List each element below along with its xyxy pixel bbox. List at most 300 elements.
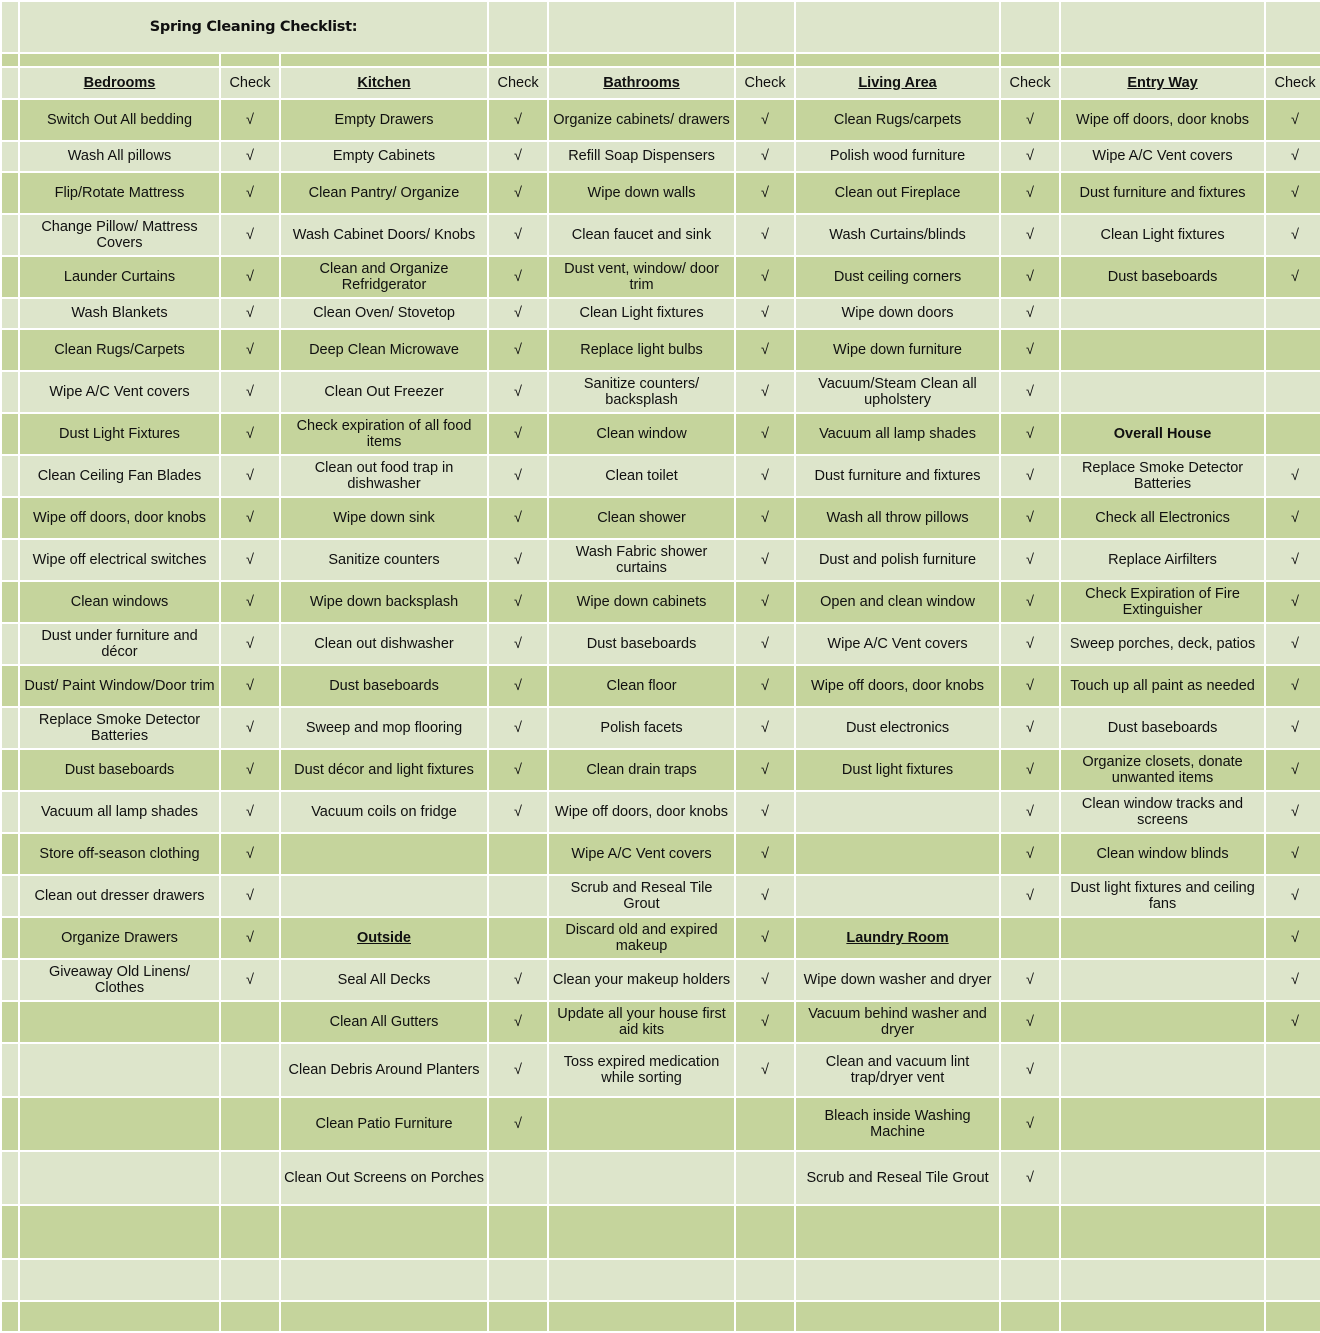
row-gutter: [2, 142, 18, 171]
task-cell-kitchen[interactable]: Vacuum coils on fridge: [281, 792, 487, 832]
check-mark-cell-entry-way[interactable]: √: [1266, 708, 1320, 748]
check-mark-cell-living-area[interactable]: √: [1001, 960, 1059, 1000]
row-gutter: [2, 750, 18, 790]
check-mark-cell-bedrooms[interactable]: √: [221, 498, 279, 538]
title-row: [2, 2, 1320, 52]
check-mark-cell-bedrooms[interactable]: √: [221, 299, 279, 328]
task-cell-living-area[interactable]: Wipe A/C Vent covers: [796, 624, 999, 664]
check-header-bedrooms: Check: [221, 68, 279, 98]
task-cell-kitchen[interactable]: Empty Drawers: [281, 100, 487, 140]
table-row: [2, 414, 1320, 454]
task-cell-bathrooms[interactable]: Replace light bulbs: [549, 330, 734, 370]
task-cell-bathrooms[interactable]: Clean faucet and sink: [549, 215, 734, 255]
task-cell-entry-way[interactable]: Clean window blinds: [1061, 834, 1264, 874]
task-cell-living-area[interactable]: Wash all throw pillows: [796, 498, 999, 538]
task-cell-living-area[interactable]: Vacuum all lamp shades: [796, 414, 999, 454]
check-mark-cell-living-area[interactable]: √: [1001, 1002, 1059, 1042]
check-mark-cell-kitchen[interactable]: √: [489, 215, 547, 255]
task-cell-bathrooms[interactable]: Dust vent, window/ door trim: [549, 257, 734, 297]
table-row: [2, 1044, 1320, 1096]
check-mark-cell-kitchen[interactable]: √: [489, 299, 547, 328]
row-gutter: [2, 666, 18, 706]
task-cell-bedrooms[interactable]: Replace Smoke Detector Batteries: [20, 708, 219, 748]
check-mark-cell-bathrooms[interactable]: √: [736, 708, 794, 748]
task-cell-living-area[interactable]: Laundry Room: [796, 918, 999, 958]
task-cell-entry-way[interactable]: Dust baseboards: [1061, 257, 1264, 297]
task-cell-kitchen[interactable]: Clean Debris Around Planters: [281, 1044, 487, 1096]
check-mark-cell-kitchen[interactable]: √: [489, 750, 547, 790]
check-mark-cell-bathrooms[interactable]: √: [736, 456, 794, 496]
task-cell-entry-way[interactable]: Wipe A/C Vent covers: [1061, 142, 1264, 171]
task-cell-bedrooms[interactable]: Clean Rugs/Carpets: [20, 330, 219, 370]
check-empty-cell-bedrooms[interactable]: [221, 1152, 279, 1204]
task-cell-bathrooms[interactable]: Wash Fabric shower curtains: [549, 540, 734, 580]
empty-cell-bedrooms: [20, 1206, 219, 1258]
check-mark-cell-living-area[interactable]: √: [1001, 1152, 1059, 1204]
task-cell-bathrooms[interactable]: Update all your house first aid kits: [549, 1002, 734, 1042]
check-empty-cell-entry-way[interactable]: [1266, 1206, 1320, 1258]
check-mark-cell-living-area[interactable]: √: [1001, 100, 1059, 140]
empty-cell-entry-way: [1061, 960, 1264, 1000]
check-empty-cell-bedrooms[interactable]: [221, 1302, 279, 1331]
check-empty-cell-kitchen[interactable]: [489, 876, 547, 916]
task-cell-living-area[interactable]: Bleach inside Washing Machine: [796, 1098, 999, 1150]
check-mark-cell-bedrooms[interactable]: √: [221, 624, 279, 664]
task-cell-kitchen[interactable]: Clean Out Screens on Porches: [281, 1152, 487, 1204]
task-cell-kitchen[interactable]: Clean Pantry/ Organize: [281, 173, 487, 213]
task-cell-kitchen[interactable]: Clean All Gutters: [281, 1002, 487, 1042]
check-mark-cell-kitchen[interactable]: √: [489, 1002, 547, 1042]
task-cell-living-area[interactable]: Vacuum behind washer and dryer: [796, 1002, 999, 1042]
section-header-entry-way: Entry Way: [1061, 68, 1264, 98]
task-cell-kitchen[interactable]: Deep Clean Microwave: [281, 330, 487, 370]
check-mark-cell-entry-way[interactable]: √: [1266, 540, 1320, 580]
spacer-cell: [20, 54, 219, 66]
spacer-cell: [796, 54, 999, 66]
task-cell-bedrooms[interactable]: Dust Light Fixtures: [20, 414, 219, 454]
task-cell-bedrooms[interactable]: Wipe off electrical switches: [20, 540, 219, 580]
task-cell-living-area[interactable]: Wipe down washer and dryer: [796, 960, 999, 1000]
check-mark-cell-kitchen[interactable]: √: [489, 456, 547, 496]
check-mark-cell-living-area[interactable]: √: [1001, 498, 1059, 538]
check-empty-cell-entry-way[interactable]: [1266, 1044, 1320, 1096]
check-mark-cell-bathrooms[interactable]: √: [736, 960, 794, 1000]
task-cell-living-area[interactable]: Clean out Fireplace: [796, 173, 999, 213]
check-mark-cell-living-area[interactable]: √: [1001, 834, 1059, 874]
task-cell-entry-way[interactable]: Check Expiration of Fire Extinguisher: [1061, 582, 1264, 622]
check-empty-cell-entry-way[interactable]: [1266, 299, 1320, 328]
check-mark-cell-kitchen[interactable]: √: [489, 498, 547, 538]
check-mark-cell-bathrooms[interactable]: √: [736, 876, 794, 916]
task-cell-bedrooms[interactable]: Clean Ceiling Fan Blades: [20, 456, 219, 496]
task-cell-bedrooms[interactable]: Clean windows: [20, 582, 219, 622]
task-cell-bathrooms[interactable]: Clean toilet: [549, 456, 734, 496]
check-mark-cell-bathrooms[interactable]: √: [736, 142, 794, 171]
check-empty-cell-entry-way[interactable]: [1266, 1260, 1320, 1300]
check-empty-cell-entry-way[interactable]: [1266, 330, 1320, 370]
task-cell-bathrooms[interactable]: Wipe down cabinets: [549, 582, 734, 622]
check-empty-cell-kitchen[interactable]: [489, 1206, 547, 1258]
check-mark-cell-bathrooms[interactable]: √: [736, 1044, 794, 1096]
check-empty-cell-bedrooms[interactable]: [221, 1002, 279, 1042]
task-cell-bathrooms[interactable]: Scrub and Reseal Tile Grout: [549, 876, 734, 916]
task-cell-bathrooms[interactable]: Toss expired medication while sorting: [549, 1044, 734, 1096]
check-mark-cell-living-area[interactable]: √: [1001, 456, 1059, 496]
check-mark-cell-bathrooms[interactable]: √: [736, 100, 794, 140]
check-mark-cell-kitchen[interactable]: √: [489, 792, 547, 832]
task-cell-kitchen[interactable]: Sanitize counters: [281, 540, 487, 580]
empty-cell-kitchen: [281, 876, 487, 916]
check-mark-cell-entry-way[interactable]: √: [1266, 1002, 1320, 1042]
check-mark-cell-living-area[interactable]: √: [1001, 173, 1059, 213]
check-mark-cell-bedrooms[interactable]: √: [221, 456, 279, 496]
check-mark-cell-entry-way[interactable]: √: [1266, 960, 1320, 1000]
task-cell-kitchen[interactable]: Dust décor and light fixtures: [281, 750, 487, 790]
task-cell-bathrooms[interactable]: Clean Light fixtures: [549, 299, 734, 328]
check-empty-cell-bathrooms[interactable]: [736, 1152, 794, 1204]
row-gutter: [2, 414, 18, 454]
check-empty-cell-living-area[interactable]: [1001, 1302, 1059, 1331]
task-cell-bathrooms[interactable]: Wipe off doors, door knobs: [549, 792, 734, 832]
task-cell-entry-way[interactable]: Overall House: [1061, 414, 1264, 454]
task-cell-bedrooms[interactable]: Flip/Rotate Mattress: [20, 173, 219, 213]
check-mark-cell-living-area[interactable]: √: [1001, 666, 1059, 706]
check-mark-cell-living-area[interactable]: √: [1001, 1098, 1059, 1150]
check-mark-cell-entry-way[interactable]: √: [1266, 173, 1320, 213]
task-cell-kitchen[interactable]: Outside: [281, 918, 487, 958]
check-mark-cell-kitchen[interactable]: √: [489, 666, 547, 706]
task-cell-living-area[interactable]: Wipe down furniture: [796, 330, 999, 370]
task-cell-bathrooms[interactable]: Sanitize counters/ backsplash: [549, 372, 734, 412]
task-cell-kitchen[interactable]: Empty Cabinets: [281, 142, 487, 171]
task-cell-kitchen[interactable]: Clean Patio Furniture: [281, 1098, 487, 1150]
check-mark-cell-bedrooms[interactable]: √: [221, 582, 279, 622]
task-cell-living-area[interactable]: Dust ceiling corners: [796, 257, 999, 297]
check-mark-cell-bathrooms[interactable]: √: [736, 330, 794, 370]
task-cell-entry-way[interactable]: Clean Light fixtures: [1061, 215, 1264, 255]
check-header-living-area: Check: [1001, 68, 1059, 98]
task-cell-bathrooms[interactable]: Clean floor: [549, 666, 734, 706]
check-mark-cell-kitchen[interactable]: √: [489, 142, 547, 171]
check-mark-cell-kitchen[interactable]: √: [489, 540, 547, 580]
check-mark-cell-kitchen[interactable]: √: [489, 372, 547, 412]
check-mark-cell-living-area[interactable]: √: [1001, 299, 1059, 328]
check-mark-cell-living-area[interactable]: √: [1001, 142, 1059, 171]
task-cell-bathrooms[interactable]: Organize cabinets/ drawers: [549, 100, 734, 140]
check-mark-cell-kitchen[interactable]: √: [489, 582, 547, 622]
check-empty-cell-bathrooms[interactable]: [736, 1098, 794, 1150]
check-mark-cell-entry-way[interactable]: √: [1266, 142, 1320, 171]
check-mark-cell-bedrooms[interactable]: √: [221, 100, 279, 140]
task-cell-bedrooms[interactable]: Wipe A/C Vent covers: [20, 372, 219, 412]
task-cell-entry-way[interactable]: Sweep porches, deck, patios: [1061, 624, 1264, 664]
check-mark-cell-entry-way[interactable]: √: [1266, 582, 1320, 622]
task-cell-bedrooms[interactable]: Wash Blankets: [20, 299, 219, 328]
check-mark-cell-entry-way[interactable]: √: [1266, 100, 1320, 140]
table-row: [2, 582, 1320, 622]
check-mark-cell-bathrooms[interactable]: √: [736, 299, 794, 328]
check-mark-cell-entry-way[interactable]: √: [1266, 792, 1320, 832]
check-mark-cell-bathrooms[interactable]: √: [736, 834, 794, 874]
check-mark-cell-kitchen[interactable]: √: [489, 330, 547, 370]
check-mark-cell-bedrooms[interactable]: √: [221, 708, 279, 748]
table-row: [2, 330, 1320, 370]
empty-cell-living-area: [796, 1206, 999, 1258]
check-empty-cell-bathrooms[interactable]: [736, 1206, 794, 1258]
check-mark-cell-bedrooms[interactable]: √: [221, 792, 279, 832]
task-cell-bedrooms[interactable]: Vacuum all lamp shades: [20, 792, 219, 832]
check-mark-cell-living-area[interactable]: √: [1001, 330, 1059, 370]
task-cell-bathrooms[interactable]: Dust baseboards: [549, 624, 734, 664]
check-mark-cell-bedrooms[interactable]: √: [221, 750, 279, 790]
check-empty-cell-living-area[interactable]: [1001, 1260, 1059, 1300]
task-cell-kitchen[interactable]: Sweep and mop flooring: [281, 708, 487, 748]
check-mark-cell-kitchen[interactable]: √: [489, 100, 547, 140]
check-mark-cell-living-area[interactable]: √: [1001, 792, 1059, 832]
check-mark-cell-bedrooms[interactable]: √: [221, 960, 279, 1000]
check-mark-cell-bedrooms[interactable]: √: [221, 330, 279, 370]
check-mark-cell-bedrooms[interactable]: √: [221, 666, 279, 706]
title-filler-cell: [1061, 2, 1264, 52]
task-cell-bathrooms[interactable]: Clean shower: [549, 498, 734, 538]
check-mark-cell-bathrooms[interactable]: √: [736, 540, 794, 580]
check-header-kitchen: Check: [489, 68, 547, 98]
check-mark-cell-bathrooms[interactable]: √: [736, 666, 794, 706]
check-mark-cell-bathrooms[interactable]: √: [736, 173, 794, 213]
check-empty-cell-kitchen[interactable]: [489, 1260, 547, 1300]
task-cell-bedrooms[interactable]: Switch Out All bedding: [20, 100, 219, 140]
task-cell-bathrooms[interactable]: Clean your makeup holders: [549, 960, 734, 1000]
task-cell-kitchen[interactable]: Wipe down sink: [281, 498, 487, 538]
task-cell-entry-way[interactable]: Replace Airfilters: [1061, 540, 1264, 580]
check-mark-cell-bedrooms[interactable]: √: [221, 215, 279, 255]
check-mark-cell-entry-way[interactable]: √: [1266, 876, 1320, 916]
check-empty-cell-entry-way[interactable]: [1266, 414, 1320, 454]
empty-cell-entry-way: [1061, 1098, 1264, 1150]
row-gutter: [2, 918, 18, 958]
task-cell-bedrooms[interactable]: Clean out dresser drawers: [20, 876, 219, 916]
section-header-bedrooms: Bedrooms: [20, 68, 219, 98]
spacer-cell: [281, 54, 487, 66]
check-mark-cell-entry-way[interactable]: √: [1266, 257, 1320, 297]
check-mark-cell-entry-way[interactable]: √: [1266, 498, 1320, 538]
check-mark-cell-entry-way[interactable]: √: [1266, 834, 1320, 874]
task-cell-living-area[interactable]: Dust and polish furniture: [796, 540, 999, 580]
task-cell-kitchen[interactable]: Clean Oven/ Stovetop: [281, 299, 487, 328]
check-mark-cell-bedrooms[interactable]: √: [221, 173, 279, 213]
check-mark-cell-entry-way[interactable]: √: [1266, 918, 1320, 958]
task-cell-living-area[interactable]: Clean and vacuum lint trap/dryer vent: [796, 1044, 999, 1096]
check-empty-cell-kitchen[interactable]: [489, 1302, 547, 1331]
task-cell-entry-way[interactable]: Touch up all paint as needed: [1061, 666, 1264, 706]
task-cell-entry-way[interactable]: Dust light fixtures and ceiling fans: [1061, 876, 1264, 916]
check-mark-cell-kitchen[interactable]: √: [489, 1044, 547, 1096]
task-cell-kitchen[interactable]: Clean out dishwasher: [281, 624, 487, 664]
check-mark-cell-bathrooms[interactable]: √: [736, 215, 794, 255]
row-gutter: [2, 834, 18, 874]
task-cell-kitchen[interactable]: Clean out food trap in dishwasher: [281, 456, 487, 496]
table-row: [2, 876, 1320, 916]
check-empty-cell-bedrooms[interactable]: [221, 1206, 279, 1258]
check-mark-cell-bedrooms[interactable]: √: [221, 414, 279, 454]
title-filler-cell: [489, 2, 547, 52]
empty-cell-entry-way: [1061, 299, 1264, 328]
check-empty-cell-kitchen[interactable]: [489, 1152, 547, 1204]
task-cell-living-area[interactable]: Open and clean window: [796, 582, 999, 622]
check-mark-cell-living-area[interactable]: √: [1001, 257, 1059, 297]
check-mark-cell-living-area[interactable]: √: [1001, 750, 1059, 790]
task-cell-living-area[interactable]: Dust electronics: [796, 708, 999, 748]
check-mark-cell-bedrooms[interactable]: √: [221, 876, 279, 916]
task-cell-bedrooms[interactable]: Dust under furniture and décor: [20, 624, 219, 664]
check-mark-cell-living-area[interactable]: √: [1001, 1044, 1059, 1096]
task-cell-bedrooms[interactable]: Dust/ Paint Window/Door trim: [20, 666, 219, 706]
check-mark-cell-bathrooms[interactable]: √: [736, 750, 794, 790]
task-cell-kitchen[interactable]: Clean Out Freezer: [281, 372, 487, 412]
task-cell-kitchen[interactable]: Check expiration of all food items: [281, 414, 487, 454]
task-cell-entry-way[interactable]: Dust baseboards: [1061, 708, 1264, 748]
task-cell-bedrooms[interactable]: Dust baseboards: [20, 750, 219, 790]
check-mark-cell-bathrooms[interactable]: √: [736, 372, 794, 412]
check-mark-cell-bathrooms[interactable]: √: [736, 257, 794, 297]
task-cell-bedrooms[interactable]: Organize Drawers: [20, 918, 219, 958]
check-mark-cell-entry-way[interactable]: √: [1266, 215, 1320, 255]
check-mark-cell-bedrooms[interactable]: √: [221, 918, 279, 958]
row-gutter: [2, 1260, 18, 1300]
check-empty-cell-entry-way[interactable]: [1266, 1152, 1320, 1204]
task-cell-bathrooms[interactable]: Clean drain traps: [549, 750, 734, 790]
task-cell-bathrooms[interactable]: Polish facets: [549, 708, 734, 748]
check-empty-cell-kitchen[interactable]: [489, 834, 547, 874]
row-gutter: [2, 540, 18, 580]
check-empty-cell-living-area[interactable]: [1001, 918, 1059, 958]
task-cell-kitchen[interactable]: Seal All Decks: [281, 960, 487, 1000]
task-cell-bathrooms[interactable]: Wipe down walls: [549, 173, 734, 213]
check-mark-cell-kitchen[interactable]: √: [489, 960, 547, 1000]
check-empty-cell-kitchen[interactable]: [489, 918, 547, 958]
check-mark-cell-living-area[interactable]: √: [1001, 876, 1059, 916]
task-cell-living-area[interactable]: Clean Rugs/carpets: [796, 100, 999, 140]
check-mark-cell-living-area[interactable]: √: [1001, 708, 1059, 748]
task-cell-kitchen[interactable]: Wipe down backsplash: [281, 582, 487, 622]
table-row: [2, 372, 1320, 412]
task-cell-living-area[interactable]: Wipe off doors, door knobs: [796, 666, 999, 706]
task-cell-kitchen[interactable]: Clean and Organize Refridgerator: [281, 257, 487, 297]
check-mark-cell-kitchen[interactable]: √: [489, 708, 547, 748]
task-cell-bathrooms[interactable]: Refill Soap Dispensers: [549, 142, 734, 171]
spacer-cell: [221, 54, 279, 66]
check-mark-cell-entry-way[interactable]: √: [1266, 750, 1320, 790]
task-cell-entry-way[interactable]: Clean window tracks and screens: [1061, 792, 1264, 832]
task-cell-bathrooms[interactable]: Discard old and expired makeup: [549, 918, 734, 958]
task-cell-living-area[interactable]: Polish wood furniture: [796, 142, 999, 171]
task-cell-bathrooms[interactable]: Clean window: [549, 414, 734, 454]
check-mark-cell-bathrooms[interactable]: √: [736, 918, 794, 958]
check-mark-cell-entry-way[interactable]: √: [1266, 666, 1320, 706]
task-cell-living-area[interactable]: Scrub and Reseal Tile Grout: [796, 1152, 999, 1204]
check-mark-cell-kitchen[interactable]: √: [489, 624, 547, 664]
check-empty-cell-bedrooms[interactable]: [221, 1098, 279, 1150]
task-cell-living-area[interactable]: Dust furniture and fixtures: [796, 456, 999, 496]
check-empty-cell-entry-way[interactable]: [1266, 1302, 1320, 1331]
empty-cell-bathrooms: [549, 1302, 734, 1331]
check-mark-cell-kitchen[interactable]: √: [489, 414, 547, 454]
task-cell-bathrooms[interactable]: Wipe A/C Vent covers: [549, 834, 734, 874]
table-row: [2, 624, 1320, 664]
title-filler-cell: [736, 2, 794, 52]
table-row: [2, 918, 1320, 958]
check-mark-cell-living-area[interactable]: √: [1001, 624, 1059, 664]
task-cell-bedrooms[interactable]: Wash All pillows: [20, 142, 219, 171]
task-cell-bedrooms[interactable]: Wipe off doors, door knobs: [20, 498, 219, 538]
task-cell-living-area[interactable]: Vacuum/Steam Clean all upholstery: [796, 372, 999, 412]
row-gutter: [2, 2, 18, 52]
check-mark-cell-bedrooms[interactable]: √: [221, 257, 279, 297]
check-mark-cell-bedrooms[interactable]: √: [221, 372, 279, 412]
task-cell-bedrooms[interactable]: Launder Curtains: [20, 257, 219, 297]
check-empty-cell-entry-way[interactable]: [1266, 372, 1320, 412]
empty-cell-living-area: [796, 876, 999, 916]
check-mark-cell-kitchen[interactable]: √: [489, 1098, 547, 1150]
check-mark-cell-entry-way[interactable]: √: [1266, 456, 1320, 496]
check-mark-cell-living-area[interactable]: √: [1001, 414, 1059, 454]
task-cell-living-area[interactable]: Dust light fixtures: [796, 750, 999, 790]
check-mark-cell-bathrooms[interactable]: √: [736, 582, 794, 622]
check-mark-cell-living-area[interactable]: √: [1001, 582, 1059, 622]
task-cell-entry-way[interactable]: Wipe off doors, door knobs: [1061, 100, 1264, 140]
task-cell-bedrooms[interactable]: Store off-season clothing: [20, 834, 219, 874]
check-mark-cell-bathrooms[interactable]: √: [736, 414, 794, 454]
row-gutter: [2, 456, 18, 496]
task-cell-bedrooms[interactable]: Change Pillow/ Mattress Covers: [20, 215, 219, 255]
check-empty-cell-bedrooms[interactable]: [221, 1260, 279, 1300]
check-mark-cell-bathrooms[interactable]: √: [736, 624, 794, 664]
check-mark-cell-living-area[interactable]: √: [1001, 540, 1059, 580]
task-cell-kitchen[interactable]: Dust baseboards: [281, 666, 487, 706]
check-mark-cell-bedrooms[interactable]: √: [221, 540, 279, 580]
check-empty-cell-bathrooms[interactable]: [736, 1260, 794, 1300]
task-cell-entry-way[interactable]: Organize closets, donate unwanted items: [1061, 750, 1264, 790]
check-mark-cell-bedrooms[interactable]: √: [221, 834, 279, 874]
title-filler-cell: [549, 2, 734, 52]
check-mark-cell-kitchen[interactable]: √: [489, 257, 547, 297]
task-cell-entry-way[interactable]: Dust furniture and fixtures: [1061, 173, 1264, 213]
table-row: [2, 1152, 1320, 1204]
task-cell-entry-way[interactable]: Check all Electronics: [1061, 498, 1264, 538]
check-empty-cell-living-area[interactable]: [1001, 1206, 1059, 1258]
check-mark-cell-bathrooms[interactable]: √: [736, 1002, 794, 1042]
check-mark-cell-entry-way[interactable]: √: [1266, 624, 1320, 664]
task-cell-bedrooms[interactable]: Giveaway Old Linens/ Clothes: [20, 960, 219, 1000]
table-row: [2, 498, 1320, 538]
task-cell-entry-way[interactable]: Replace Smoke Detector Batteries: [1061, 456, 1264, 496]
check-mark-cell-kitchen[interactable]: √: [489, 173, 547, 213]
empty-cell-bathrooms: [549, 1260, 734, 1300]
check-mark-cell-bathrooms[interactable]: √: [736, 792, 794, 832]
check-mark-cell-living-area[interactable]: √: [1001, 215, 1059, 255]
check-empty-cell-bathrooms[interactable]: [736, 1302, 794, 1331]
task-cell-kitchen[interactable]: Wash Cabinet Doors/ Knobs: [281, 215, 487, 255]
check-empty-cell-entry-way[interactable]: [1266, 1098, 1320, 1150]
task-cell-living-area[interactable]: Wash Curtains/blinds: [796, 215, 999, 255]
task-cell-living-area[interactable]: Wipe down doors: [796, 299, 999, 328]
check-empty-cell-bedrooms[interactable]: [221, 1044, 279, 1096]
check-mark-cell-bathrooms[interactable]: √: [736, 498, 794, 538]
row-gutter: [2, 1098, 18, 1150]
check-mark-cell-bedrooms[interactable]: √: [221, 142, 279, 171]
check-mark-cell-living-area[interactable]: √: [1001, 372, 1059, 412]
table-row: [2, 142, 1320, 171]
